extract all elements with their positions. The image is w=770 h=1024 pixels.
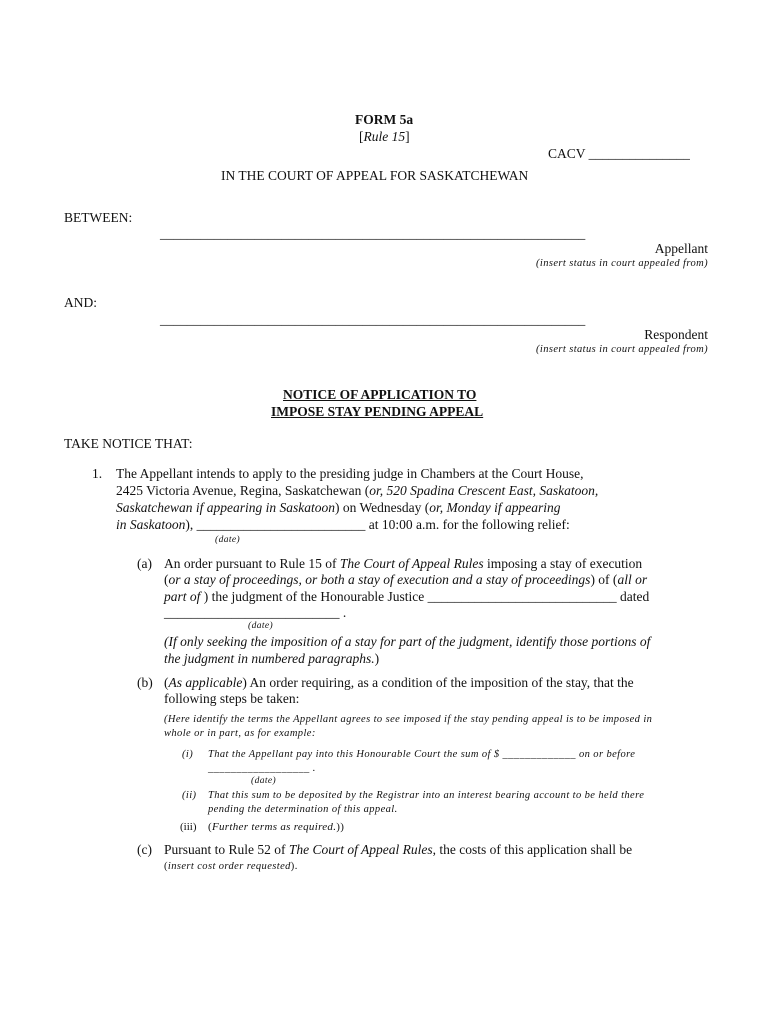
payment-date-caption: (date) <box>251 776 277 786</box>
item-a-label: (a) <box>137 556 152 571</box>
rule-reference: [Rule 15] <box>359 129 410 144</box>
file-number: CACV _______________ <box>548 146 690 161</box>
item-a-line-4: __________________________ . <box>164 605 347 620</box>
respondent-status-note: (insert status in court appealed from) <box>535 344 708 355</box>
item-c-line-1: Pursuant to Rule 52 of The Court of Appeal Rules, the costs of this application shall be <box>164 842 633 857</box>
item-b-note-line-1: (Here identify the terms the Appellant agrees to see imposed if the stay pending appeal is to be imposed in <box>164 714 653 725</box>
court-name: IN THE COURT OF APPEAL FOR SASKATCHEWAN <box>221 168 529 183</box>
item-b-label: (b) <box>137 675 153 690</box>
title-line-1: NOTICE OF APPLICATION TO <box>283 387 477 402</box>
paragraph-1-line-2: 2425 Victoria Avenue, Regina, Saskatchewan (or, 520 Spadina Crescent East, Saskatoon, <box>116 483 599 498</box>
appellant-name-line: _______________________________________________________________ <box>160 226 586 241</box>
item-b-iii-text: (Further terms as required.)) <box>208 821 345 833</box>
item-b-i-label: (i) <box>182 749 194 760</box>
appellant-status-note: (insert status in court appealed from) <box>535 258 708 269</box>
respondent-name-line: _______________________________________________________________ <box>160 312 586 327</box>
form-number: FORM 5a <box>355 112 414 127</box>
item-a-line-1: An order pursuant to Rule 15 of The Court of Appeal Rules imposing a stay of execution <box>164 556 643 571</box>
item-c-line-2: (insert cost order requested). <box>164 861 298 872</box>
and-label: AND: <box>64 295 97 310</box>
item-b-note-line-2: whole or in part, as for example: <box>164 728 316 739</box>
take-notice-heading: TAKE NOTICE THAT: <box>64 436 193 451</box>
judgment-date-caption: (date) <box>248 621 274 631</box>
item-b-i-line-1: That the Appellant pay into this Honourable Court the sum of $ _____________ on or before <box>208 749 636 760</box>
between-label: BETWEEN: <box>64 210 133 225</box>
respondent-label: Respondent <box>644 327 708 342</box>
item-b-line-2: following steps be taken: <box>164 691 300 706</box>
hearing-date-caption: (date) <box>215 535 241 545</box>
item-b-i-line-2: __________________ . <box>208 763 316 774</box>
paragraph-1-line-1: The Appellant intends to apply to the presiding judge in Chambers at the Court House, <box>116 466 584 481</box>
item-b-line-1: (As applicable) An order requiring, as a condition of the imposition of the stay, that the <box>164 675 634 690</box>
paragraph-1-line-4: in Saskatoon), _________________________ at 10:00 a.m. for the following relief: <box>116 517 570 532</box>
item-a-line-3: part of ) the judgment of the Honourable Justice ____________________________ dated <box>164 589 650 604</box>
paragraph-1-number: 1. <box>92 466 103 481</box>
item-b-ii-line-2: pending the determination of this appeal. <box>208 804 398 815</box>
title-line-2: IMPOSE STAY PENDING APPEAL <box>271 404 484 419</box>
item-c-label: (c) <box>137 842 152 857</box>
appellant-label: Appellant <box>654 241 708 256</box>
item-a-note-line-2: the judgment in numbered paragraphs.) <box>164 651 380 666</box>
item-b-ii-line-1: That this sum to be deposited by the Registrar into an interest bearing account to be held there <box>208 790 645 801</box>
item-b-iii-label: (iii) <box>180 821 197 833</box>
item-b-ii-label: (ii) <box>182 790 197 801</box>
item-a-line-2: (or a stay of proceedings, or both a stay of execution and a stay of proceedings) of (all or <box>164 572 648 587</box>
paragraph-1-line-3: Saskatchewan if appearing in Saskatoon) on Wednesday (or, Monday if appearing <box>116 500 561 515</box>
item-a-note-line-1: (If only seeking the imposition of a stay for part of the judgment, identify those portions of <box>164 634 651 649</box>
